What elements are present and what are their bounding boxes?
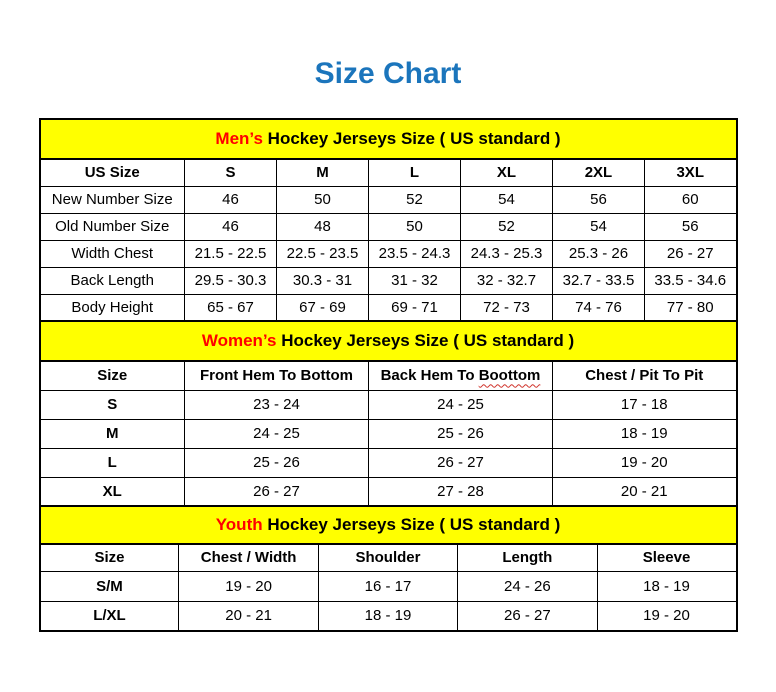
table-row — [40, 419, 737, 448]
row-label: S/M — [40, 571, 179, 601]
size-value: 72 - 73 — [460, 294, 552, 321]
table-row — [40, 186, 737, 213]
size-value: 50 — [276, 186, 368, 213]
column-header-text: Back Hem To — [380, 367, 479, 385]
size-table-womens — [39, 320, 738, 507]
size-value: 21.5 - 22.5 — [184, 240, 276, 267]
size-value: 50 — [368, 213, 460, 240]
size-value: 65 - 67 — [184, 294, 276, 321]
size-value: 26 - 27 — [184, 477, 368, 506]
row-label: L/XL — [40, 601, 179, 631]
size-value: 18 - 19 — [597, 571, 736, 601]
section-banner-text: Hockey Jerseys Size ( US standard ) — [262, 515, 561, 534]
size-value: 54 — [552, 213, 644, 240]
table-row — [40, 448, 737, 477]
row-label: XL — [40, 477, 185, 506]
column-header: Front Hem To Bottom — [184, 361, 368, 390]
size-value: 18 - 19 — [552, 419, 736, 448]
size-value: 19 - 20 — [179, 571, 318, 601]
table-row — [40, 477, 737, 506]
size-value: 60 — [644, 186, 736, 213]
row-label: S — [40, 390, 185, 419]
column-header: Size — [40, 361, 185, 390]
size-value: 67 - 69 — [276, 294, 368, 321]
size-value: 29.5 - 30.3 — [184, 267, 276, 294]
table-row — [40, 294, 737, 321]
size-value: 25 - 26 — [184, 448, 368, 477]
size-table-youth — [39, 505, 738, 632]
page-title: Size Chart — [314, 57, 462, 90]
section-banner-accent: Men’s — [215, 129, 263, 148]
section-banner-row — [40, 506, 737, 544]
row-label: Body Height — [40, 294, 185, 321]
size-value: 26 - 27 — [368, 448, 552, 477]
section-banner-accent: Women’s — [201, 331, 277, 350]
column-header-row — [40, 159, 737, 186]
size-value: 19 - 20 — [597, 601, 736, 631]
row-label: Width Chest — [40, 240, 185, 267]
size-value: 69 - 71 — [368, 294, 460, 321]
section-banner-text: Hockey Jerseys Size ( US standard ) — [276, 331, 575, 350]
table-row — [40, 601, 737, 631]
table-row — [40, 213, 737, 240]
table-row — [40, 571, 737, 601]
size-value: 77 - 80 — [644, 294, 736, 321]
size-value: 23.5 - 24.3 — [368, 240, 460, 267]
size-value: 24 - 25 — [184, 419, 368, 448]
column-header-row — [40, 544, 737, 571]
size-value: 24.3 - 25.3 — [460, 240, 552, 267]
column-header: Sleeve — [597, 544, 736, 571]
size-value: 22.5 - 23.5 — [276, 240, 368, 267]
size-value: 74 - 76 — [552, 294, 644, 321]
column-header: XL — [460, 159, 552, 186]
column-header: Chest / Pit To Pit — [552, 361, 736, 390]
column-header: Length — [458, 544, 597, 571]
misspelled-word: Boottom — [478, 367, 541, 385]
column-header: Chest / Width — [179, 544, 318, 571]
size-value: 25.3 - 26 — [552, 240, 644, 267]
size-table-mens — [39, 118, 738, 322]
size-value: 23 - 24 — [184, 390, 368, 419]
column-header: Shoulder — [318, 544, 457, 571]
size-value: 48 — [276, 213, 368, 240]
size-value: 18 - 19 — [318, 601, 457, 631]
column-header — [368, 361, 552, 390]
row-label: L — [40, 448, 185, 477]
size-value: 20 - 21 — [552, 477, 736, 506]
column-header: US Size — [40, 159, 185, 186]
size-value: 46 — [184, 213, 276, 240]
column-header: 3XL — [644, 159, 736, 186]
size-value: 27 - 28 — [368, 477, 552, 506]
table-row — [40, 240, 737, 267]
size-value: 54 — [460, 186, 552, 213]
size-value: 17 - 18 — [552, 390, 736, 419]
size-value: 46 — [184, 186, 276, 213]
table-row — [40, 390, 737, 419]
row-label: Old Number Size — [40, 213, 185, 240]
size-value: 30.3 - 31 — [276, 267, 368, 294]
table-row — [40, 267, 737, 294]
size-value: 20 - 21 — [179, 601, 318, 631]
row-label: Back Length — [40, 267, 185, 294]
section-banner — [40, 119, 737, 159]
section-banner — [40, 506, 737, 544]
column-header: S — [184, 159, 276, 186]
size-value: 25 - 26 — [368, 419, 552, 448]
size-value: 32.7 - 33.5 — [552, 267, 644, 294]
size-value: 52 — [368, 186, 460, 213]
size-value: 24 - 26 — [458, 571, 597, 601]
size-value: 56 — [644, 213, 736, 240]
column-header: M — [276, 159, 368, 186]
size-value: 24 - 25 — [368, 390, 552, 419]
section-banner-row — [40, 321, 737, 361]
column-header: 2XL — [552, 159, 644, 186]
size-value: 32 - 32.7 — [460, 267, 552, 294]
size-tables — [39, 118, 738, 632]
column-header: Size — [40, 544, 179, 571]
size-value: 26 - 27 — [458, 601, 597, 631]
column-header-row — [40, 361, 737, 390]
size-value: 31 - 32 — [368, 267, 460, 294]
size-value: 33.5 - 34.6 — [644, 267, 736, 294]
section-banner — [40, 321, 737, 361]
size-value: 16 - 17 — [318, 571, 457, 601]
size-value: 26 - 27 — [644, 240, 736, 267]
row-label: New Number Size — [40, 186, 185, 213]
size-value: 56 — [552, 186, 644, 213]
section-banner-accent: Youth — [215, 515, 263, 534]
section-banner-row — [40, 119, 737, 159]
section-banner-text: Hockey Jerseys Size ( US standard ) — [262, 129, 561, 148]
column-header: L — [368, 159, 460, 186]
row-label: M — [40, 419, 185, 448]
size-value: 52 — [460, 213, 552, 240]
size-value: 19 - 20 — [552, 448, 736, 477]
